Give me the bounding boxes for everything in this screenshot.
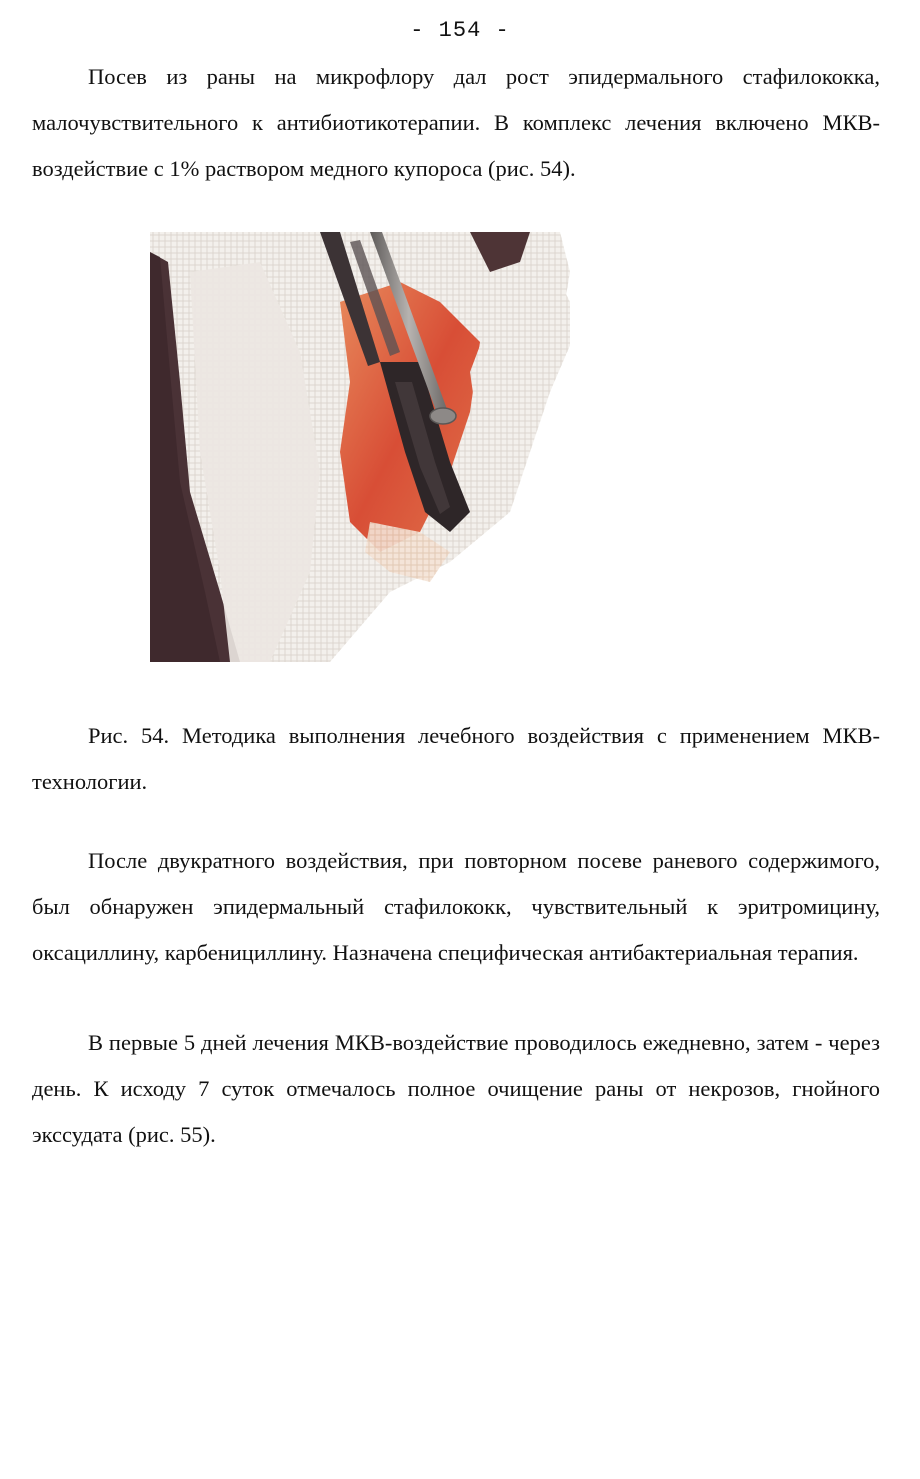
page-number: - 154 -: [410, 18, 510, 43]
wound-treatment-photo: [150, 232, 570, 662]
figure-54: [150, 232, 570, 662]
paragraph-1: Посев из раны на микрофлору дал рост эпидермального стафилококка, малочувствительного к антибиотикотерапии. В комплекс лечения включено МКВ-воздействие с 1% раствором медного купороса (рис. 54).: [32, 64, 880, 181]
figure-caption: Рис. 54. Методика выполнения лечебного воздействия с применением МКВ-технологии.: [32, 723, 880, 794]
paragraph-3: В первые 5 дней лечения МКВ-воздействие проводилось ежедневно, затем - через день. К исходу 7 суток отмечалось полное очищение раны от некрозов, гнойного экссудата (рис. 55).: [32, 1030, 880, 1147]
paragraph-2: После двукратного воздействия, при повторном посеве раневого содержимого, был обнаружен эпидермальный стафилококк, чувствительный к эритромицину, оксациллину, карбенициллину. Назначена специфическая антибактериальная терапия.: [32, 848, 880, 965]
